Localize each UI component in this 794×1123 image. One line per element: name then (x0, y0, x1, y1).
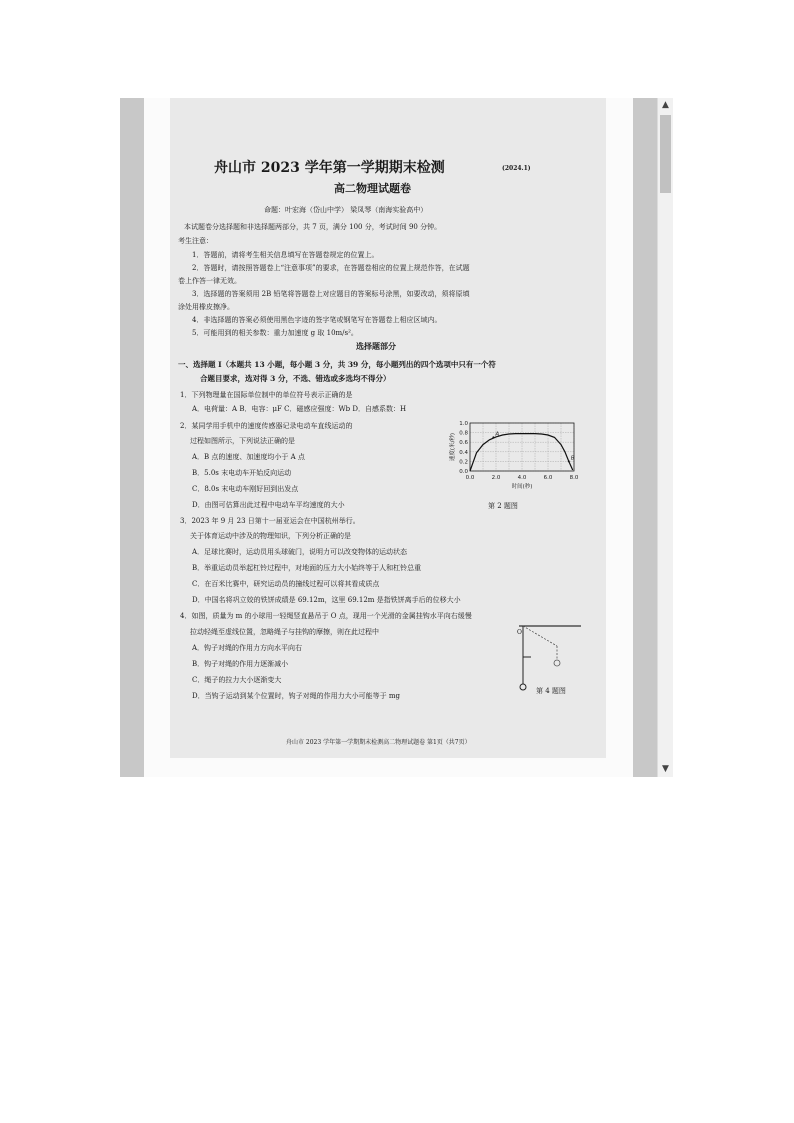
scroll-up-icon[interactable]: ▲ (662, 100, 669, 110)
notes-heading: 考生注意： (178, 237, 213, 245)
y-tick-label: 0.0 (459, 469, 468, 475)
note-line: 5．可能用到的相关参数：重力加速度 g 取 10m/s²。 (192, 329, 358, 337)
exam-title: 舟山市 2023 学年第一学期期末检测 (214, 160, 445, 176)
question-option: D．中国名将巩立姣的铁饼成绩是 69.12m，这里 69.12m 是指铁饼离手后的位移大小 (192, 596, 461, 604)
exam-date: (2024.1) (502, 165, 531, 172)
question-option: A．电荷量：A B．电容：μF C．磁感应强度：Wb D．自感系数：H (192, 405, 407, 413)
figure-caption: 第 4 题图 (536, 687, 566, 695)
ball-circle (520, 684, 526, 690)
y-axis-label: 速度(米/秒) (450, 432, 456, 462)
x-tick-label: 6.0 (543, 475, 553, 481)
question-option: B．5.0s 末电动车开始反向运动 (192, 469, 292, 477)
question-option: B．钩子对绳的作用力逐渐减小 (192, 660, 289, 668)
note-line: 2．答题时，请按照答题卷上“注意事项”的要求，在答题卷相应的位置上规范作答，在试题 (192, 264, 470, 272)
dashed-ball-circle (554, 660, 560, 666)
x-tick-label: 0.0 (465, 475, 475, 481)
question-stem: 关于体育运动中涉及的物理知识，下列分析正确的是 (190, 532, 351, 540)
velocity-time-chart (432, 419, 582, 501)
note-line: 3．选择题的答案须用 2B 铅笔将答题卷上对应题目的答案标号涂黑，如要改动，须将原填 (192, 290, 470, 298)
series-line (470, 434, 573, 471)
note-line: 1．答题前，请将考生相关信息填写在答题卷规定的位置上。 (192, 251, 379, 259)
note-line: 4．非选择题的答案必须使用黑色字迹的签字笔或钢笔写在答题卷上相应区域内。 (192, 316, 442, 324)
x-tick-label: 2.0 (491, 475, 501, 481)
question-option: D．由图可估算出此过程中电动车平均速度的大小 (192, 501, 345, 509)
scrollbar-thumb[interactable] (660, 115, 671, 193)
exam-intro: 本试题卷分选择题和非选择题两部分，共 7 页，满分 100 分，考试时间 90 分钟。 (184, 223, 442, 231)
scanned-exam-page (170, 98, 606, 758)
x-tick-label: 4.0 (517, 475, 527, 481)
exam-authors: 命题：叶宏海（岱山中学） 梁凤琴（南海实验高中） (264, 206, 428, 214)
question-option: D．当钩子运动到某个位置时，钩子对绳的作用力大小可能等于 mg (192, 692, 400, 700)
pendulum-figure (515, 624, 585, 694)
y-tick-label: 0.6 (459, 440, 468, 447)
page-frame (144, 98, 633, 777)
note-line: 卷上作答一律无效。 (178, 277, 241, 285)
question-stem: 1．下列物理量在国际单位制中的单位符号表示正确的是 (180, 391, 353, 399)
question-option: A．足球比赛时，运动员用头球破门，说明力可以改变物体的运动状态 (192, 548, 408, 556)
question-stem: 2．某同学用手机中的速度传感器记录电动车直线运动的 (180, 422, 353, 430)
dashed-rope-line (523, 626, 557, 646)
y-tick-label: 0.8 (459, 430, 468, 437)
x-axis-label: 时间(秒) (511, 484, 533, 490)
question-option: A．B 点的速度、加速度均小于 A 点 (192, 453, 305, 461)
question-option: C．在百米比赛中，研究运动员的撞线过程可以将其看成质点 (192, 580, 380, 588)
question-option: B．举重运动员举起杠铃过程中，对地面的压力大小始终等于人和杠铃总重 (192, 564, 422, 572)
annotation-point (492, 436, 494, 438)
annotation-label: B (570, 455, 575, 462)
figure-caption: 第 2 题图 (488, 502, 518, 510)
part-title: 一、选择题 I（本题共 13 小题，每小题 3 分，共 39 分，每小题列出的四个选项中只有一个符 (178, 360, 496, 369)
question-stem: 3．2023 年 9 月 23 日第十一届亚运会在中国杭州举行。 (180, 517, 360, 525)
exam-subtitle: 高二物理试题卷 (334, 182, 411, 195)
question-option: A．钩子对绳的作用力方向水平向右 (192, 644, 303, 652)
document-viewer (120, 98, 673, 777)
part-title-cont: 合题目要求，选对得 3 分，不选、错选或多选均不得分） (200, 374, 391, 383)
scroll-down-icon[interactable]: ▼ (662, 764, 669, 774)
point-o-label: O (517, 629, 522, 636)
question-stem: 4．如图，质量为 m 的小球用一轻绳竖直悬吊于 O 点，现用一个光滑的金属挂钩水平向右缓慢 (180, 612, 472, 620)
question-stem: 拉动轻绳至虚线位置，忽略绳子与挂钩的摩擦，则在此过程中 (190, 628, 379, 636)
question-option: C．绳子的拉力大小逐渐变大 (192, 676, 282, 684)
note-line: 涂处用橡皮擦净。 (178, 303, 234, 311)
annotation-point (568, 460, 570, 462)
question-stem: 过程如图所示，下列说法正确的是 (190, 437, 295, 445)
y-tick-label: 1.0 (459, 421, 468, 427)
question-option: C．8.0s 末电动车刚好回到出发点 (192, 485, 299, 493)
section-title: 选择题部分 (356, 341, 396, 351)
x-tick-label: 8.0 (569, 475, 579, 481)
y-tick-label: 0.2 (459, 459, 468, 466)
y-tick-label: 0.4 (459, 449, 468, 456)
vertical-scrollbar[interactable] (657, 98, 673, 777)
annotation-label: A (495, 431, 500, 438)
page-footer: 舟山市 2023 学年第一学期期末检测高二物理试题卷 第1页（共7页） (286, 739, 471, 746)
